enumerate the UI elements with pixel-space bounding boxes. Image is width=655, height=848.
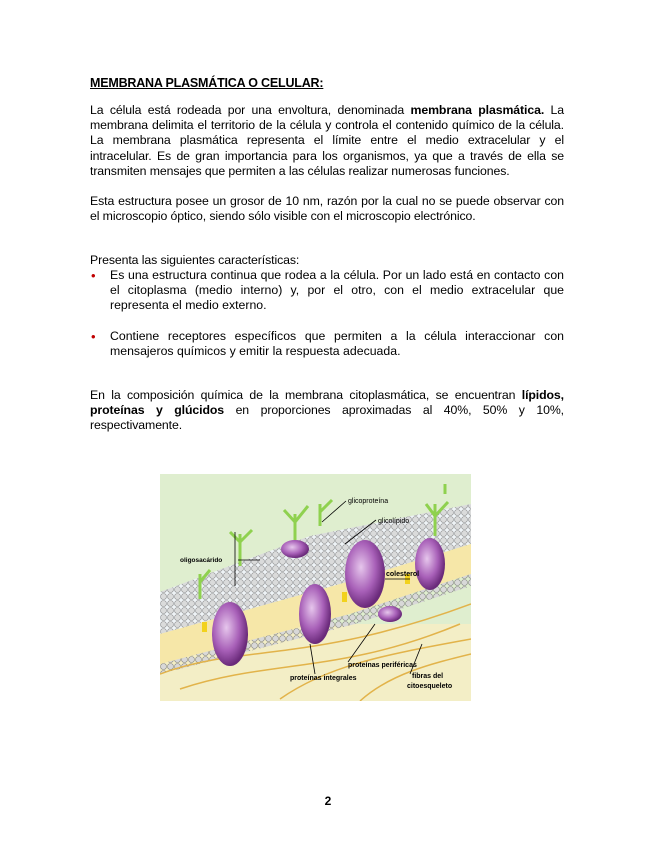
bullet-icon: •	[91, 328, 96, 344]
list-item	[90, 268, 564, 314]
intro-text-c: La membrana delimita el territorio de la célula y controla el contenido químico de la célula. La membrana plasmática representa el límite entre el medio extracelular y el intracelular. Es de gran importancia para los organismos, ya que a través de ella se transmiten mensajes que permiten a las células realizar numerosas funciones.	[90, 103, 564, 178]
peripheral-protein	[281, 540, 309, 558]
list-item-text: Es una estructura continua que rodea a la célula. Por un lado está en contacto con el citoplasma (medio interno) y, por el otro, con el medio extracelular que representa el medio externo.	[110, 268, 564, 313]
composition-bold-terms: lípidos, proteínas y glúcidos	[90, 388, 564, 418]
membrane-illustration	[160, 474, 471, 701]
paragraph-characteristics-intro: Presenta las siguientes características:	[90, 253, 300, 267]
label-integrales: proteínas integrales	[290, 675, 357, 682]
label-fibras-2: citoesqueleto	[407, 683, 453, 690]
composition-text-c: en proporciones aproximadas al 40%, 50% y 10%, respectivamente.	[90, 403, 564, 433]
integral-protein	[299, 584, 331, 644]
list-item	[90, 329, 564, 359]
integral-protein	[415, 538, 445, 590]
label-colesterol: colesterol	[386, 571, 420, 578]
label-perifericas: proteínas periféricas	[348, 662, 417, 669]
paragraph-thickness: Esta estructura posee un grosor de 10 nm, razón por la cual no se puede observar con el microscopio óptico, siendo sólo visible con el microscopio electrónico.	[90, 194, 564, 224]
label-glicolipido: glicolípido	[378, 518, 410, 525]
bullet-icon: •	[91, 268, 96, 283]
characteristics-list	[90, 268, 564, 359]
label-glicoproteina: glicoproteína	[348, 498, 389, 505]
composition-text-a: En la composición química de la membrana citoplasmática, se encuentran	[90, 388, 522, 402]
peripheral-protein	[378, 606, 402, 622]
membrane-figure	[160, 474, 471, 701]
label-fibras-1: fibras del	[412, 673, 444, 680]
intro-bold-term: membrana plasmática.	[410, 103, 545, 117]
list-item-text: Contiene receptores específicos que permiten a la célula interaccionar con mensajeros químicos y emitir la respuesta adecuada.	[110, 328, 564, 358]
integral-protein	[345, 540, 385, 608]
intro-text-a: La célula está rodeada por una envoltura, denominada	[90, 103, 411, 117]
integral-protein	[212, 602, 248, 666]
section-heading: MEMBRANA PLASMÁTICA O CELULAR:	[90, 76, 324, 90]
paragraph-composition	[90, 388, 564, 434]
label-oligosacaridos: oligosacárido	[180, 557, 223, 564]
page-number: 2	[324, 794, 332, 808]
paragraph-intro	[90, 103, 564, 179]
